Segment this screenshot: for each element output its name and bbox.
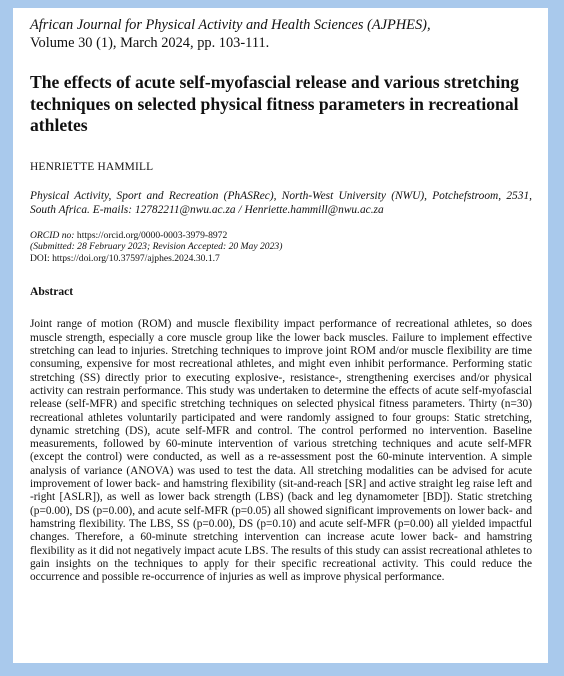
doi-line[interactable]: DOI: https://doi.org/10.37597/ajphes.2024.30.1.7	[30, 252, 220, 264]
author-affiliation: Physical Activity, Sport and Recreation (PhASRec), North-West University (NWU), Potchefstroom, 2531, South Africa. E-mails: 12782211@nwu.ac.za / Henriette.hammill@nwu.ac.za	[30, 189, 532, 217]
abstract-text: Joint range of motion (ROM) and muscle flexibility impact performance of recreational athletes, so does muscle strength, especially a core muscle group like the lower back muscles. Failure to implement effective stretching can lead to injuries. Stretching techniques to improve joint ROM and/or muscle flexibility are time consuming, expensive for most recreational athletes, and might even inhibit performance. Performing static stretching (SS) directly prior to executing explosive-, resistance-, strengthening exercises and/or physical activity can restrain performance. This study was undertaken to determine the effects of acute self-myofascial release (self-MFR) and specific stretching techniques on selected physical fitness parameters. Thirty (n=30) recreational athletes voluntarily participated and were randomly assigned to four groups: Static stretching, dynamic stretching (DS), acute self-MFR and control. The control performed no intervention. Baseline measurements, followed by 60-minute intervention of various stretching techniques and acute self-MFR (except the control) were conducted, as well as a re-assessment post the 60-minute intervention. A simple analysis of variance (ANOVA) was used to test the data. All stretching modalities can be advised for acute improvement of lower back- and hamstring flexibility (sit-and-reach [SR] and active straight leg raise left and -right [ASLR]), as well as lower back strength (LBS) (back and leg dynamometer [BD]). Static stretching (p=0.00), DS (p=0.00), and acute self-MFR (p=0.05) all showed significant improvements on lower back- and hamstring flexibility. The LBS, SS (p=0.00), DS (p=0.10) and acute self-MFR (p=0.00) all yielded impactful changes. Therefore, a 60-minute stretching intervention can increase acute lower back- and hamstring flexibility as it did not negatively impact acute LBS. The results of this study can assist recreational athletes to gain insights on the techniques to apply for their specific recreational activity. This could reduce the occurrence and possible re-occurrence of injuries as well as improve physical performance.	[30, 318, 532, 584]
article-metadata	[30, 230, 532, 265]
orcid-line	[30, 230, 532, 242]
article-title: The effects of acute self-myofascial release and various stretching techniques on selected physical fitness parameters in recreational athletes	[30, 72, 519, 135]
journal-name: African Journal for Physical Activity and Health Sciences (AJPHES),	[30, 17, 431, 33]
orcid-link[interactable]: https://orcid.org/0000-0003-3979-8972	[74, 229, 228, 241]
journal-volume: Volume 30 (1), March 2024, pp. 103-111.	[30, 35, 270, 51]
author-name: HENRIETTE HAMMILL	[30, 160, 154, 173]
orcid-label: ORCID no:	[30, 229, 75, 241]
submission-dates: (Submitted: 28 February 2023; Revision Accepted: 20 May 2023)	[30, 241, 283, 253]
abstract-heading: Abstract	[30, 285, 74, 299]
paper-page	[13, 8, 548, 663]
